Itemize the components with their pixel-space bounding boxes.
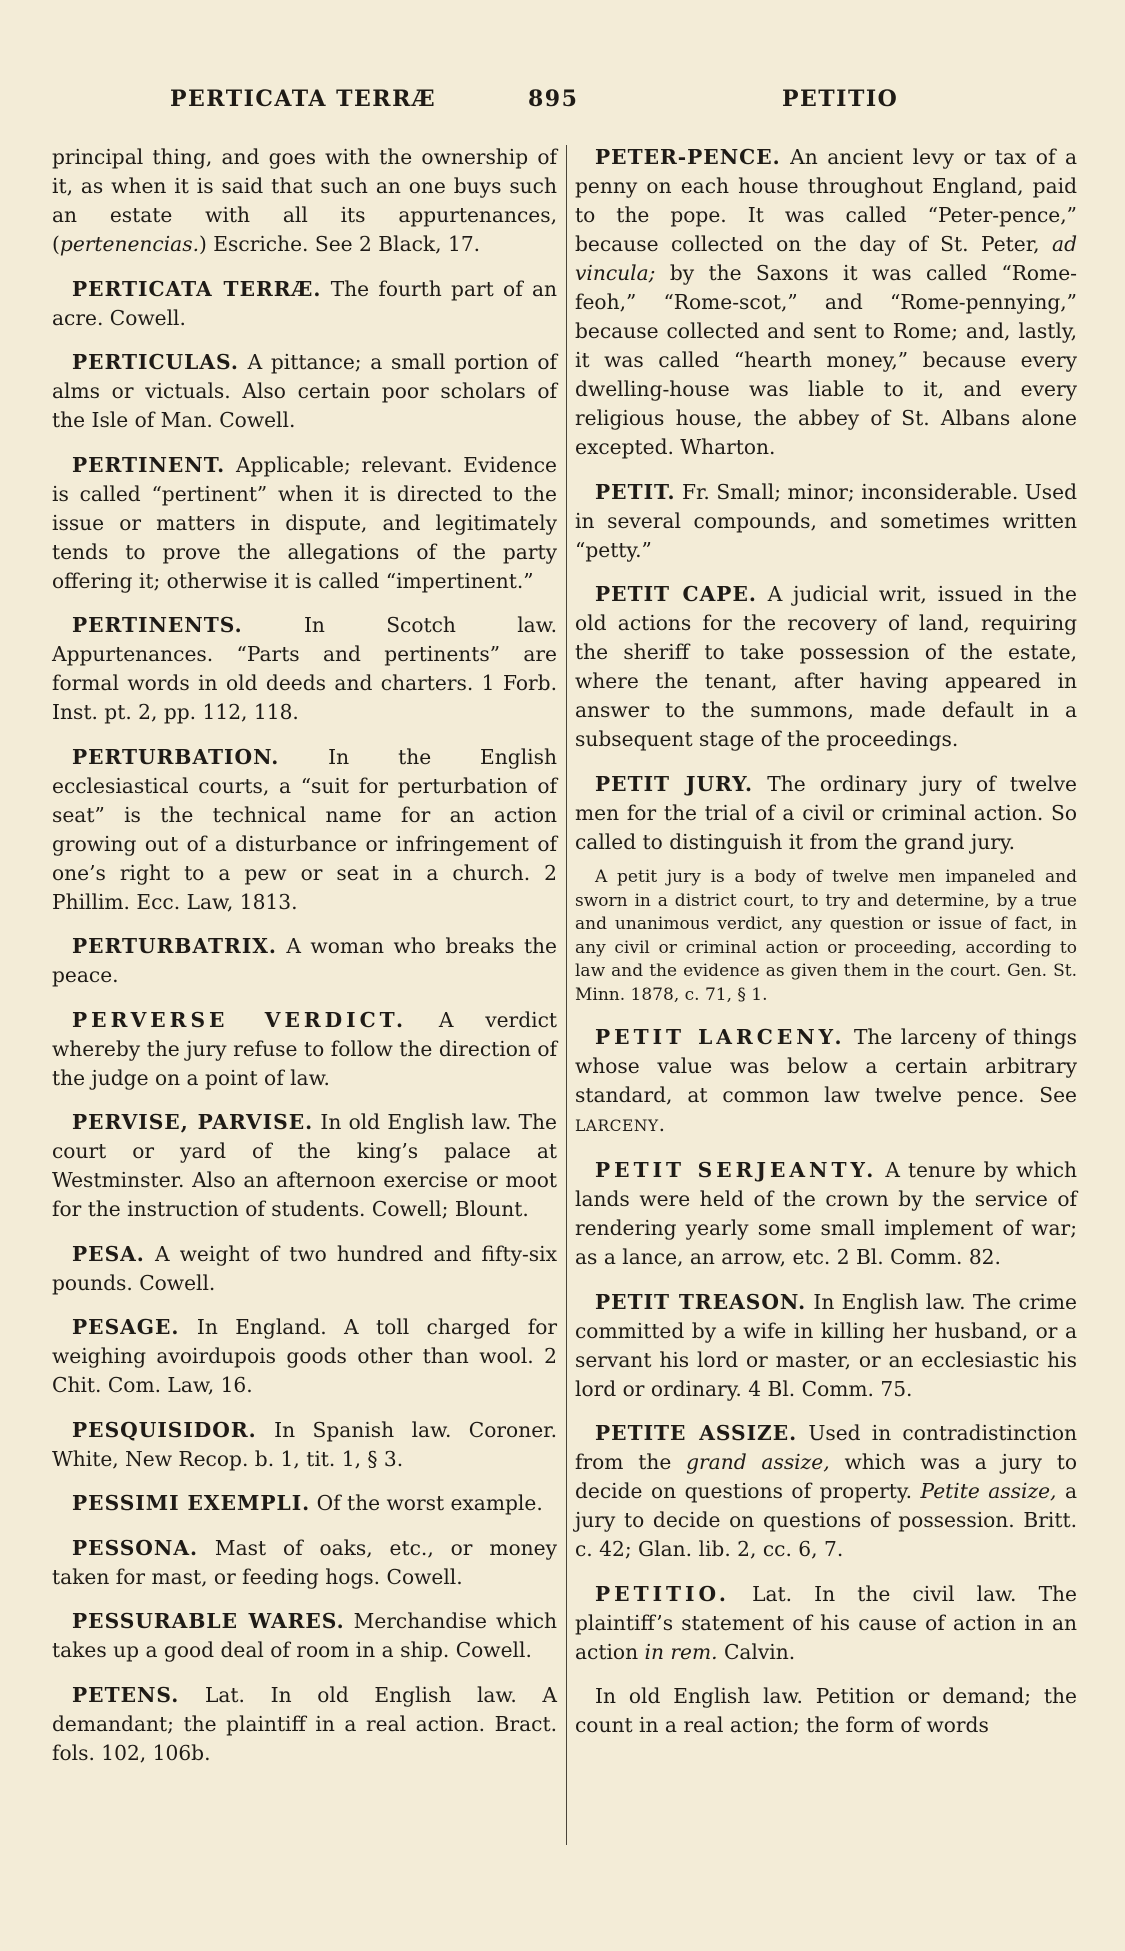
entry-petit-cape: PETIT CAPE. A judicial writ, issued in the old actions for the recovery of land, requiring the sheriff to take possession of the estate, where the tenant, after having appeared in answer to the summons, made default in a subsequent stage of the proceedings. bbox=[575, 582, 1077, 751]
entry-pertinent: PERTINENT. Applicable; relevant. Evidence is called “pertinent” when it is directed to the issue or matters in dispute, and legitimately tends to prove the allegations of the party offering it; otherwise it is called “impertinent.” bbox=[52, 452, 557, 593]
headword: PETIT SERJEANTY. bbox=[595, 1158, 878, 1182]
entry-pesage: PESAGE. In England. A toll charged for weighing avoirdupois goods other than wool. 2 Chit. Com. Law, 16. bbox=[52, 1315, 557, 1397]
headword: PETIT JURY. bbox=[595, 771, 754, 796]
headword: PERTICULAS. bbox=[72, 350, 239, 374]
headword: PERTINENTS. bbox=[72, 613, 243, 637]
headword: PESSURABLE WARES. bbox=[72, 1609, 345, 1633]
column-divider bbox=[566, 145, 567, 1845]
right-column bbox=[575, 143, 1077, 1756]
headword: PESAGE. bbox=[72, 1315, 180, 1339]
cross-reference-larceny: LARCENY bbox=[575, 1116, 659, 1135]
headword: PESSIMI EXEMPLI. bbox=[72, 1491, 311, 1515]
header-right-guideword: PETITIO bbox=[782, 86, 899, 112]
headword: PETIT. bbox=[595, 479, 676, 504]
entry-pervise: PERVISE, PARVISE. In old English law. The court or yard of the king’s palace at Westminster. Also an afternoon exercise or moot for the instruction of students. Cowell; Blount. bbox=[52, 1110, 557, 1221]
entry-peter-pence: PETER-PENCE. An ancient levy or tax of a penny on each house throughout England, paid to the pope. It was called “Peter-pence,” because collected on the day of St. Peter, ad vincula; by the Saxons it was called “Rome-feoh,” “Rome-scot,” and “Rome-pennying,” because collected and sent to Rome; and, lastly, it was called “hearth money,” because every dwelling-house was liable to it, and every religious house, the abbey of St. Albans alone excepted. Wharton. bbox=[575, 145, 1077, 459]
entry-petit-treason: PETIT TREASON. In English law. The crime committed by a wife in killing her husband, or a servant his lord or master, or an ecclesiastic his lord or ordinary. 4 Bl. Comm. 75. bbox=[575, 1289, 1077, 1401]
headword: PETIT CAPE. bbox=[595, 582, 757, 606]
headword: PERTURBATRIX. bbox=[72, 934, 277, 958]
headword: PETIT LARCENY. bbox=[595, 1024, 846, 1049]
entry-perverse-verdict: PERVERSE VERDICT. A verdict whereby the jury refuse to follow the direction of the judge on a point of law. bbox=[52, 1007, 557, 1090]
running-header bbox=[0, 86, 1125, 120]
entry-pessimi-exempli: PESSIMI EXEMPLI. Of the worst example. bbox=[72, 1491, 543, 1515]
entry-petite-assize: PETITE ASSIZE. Used in contradistinction from the grand assize, which was a jury to decide on questions of property. Petite assize, a jury to decide on questions of possession. Britt. c. 42; Glan. lib. 2, cc. 6, 7. bbox=[575, 1421, 1078, 1561]
entry-pessurable-wares: PESSURABLE WARES. Merchandise which takes up a good deal of room in a ship. Cowell. bbox=[52, 1609, 557, 1662]
entry-petit-larceny: PETIT LARCENY. The larceny of things whose value was below a certain arbitrary standard, at common law twelve pence. See LARCENY. bbox=[575, 1024, 1077, 1136]
entry-pertinents: PERTINENTS. In Scotch law. Appurtenances. “Parts and pertinents” are formal words in old deeds and charters. 1 Forb. Inst. pt. 2, pp. 112, 118. bbox=[52, 613, 557, 724]
headword: PESSONA. bbox=[72, 1535, 199, 1560]
headword: PETITIO. bbox=[595, 1581, 730, 1606]
headword: PETIT TREASON. bbox=[595, 1289, 807, 1314]
headword: PESQUISIDOR. bbox=[72, 1417, 257, 1442]
left-column bbox=[52, 143, 557, 1783]
header-left-guideword: PERTICATA TERRÆ bbox=[170, 86, 437, 112]
headword: PERTURBATION. bbox=[72, 744, 280, 769]
entry-petens: PETENS. Lat. In old English law. A demandant; the plaintiff in a real action. Bract. fols. 102, 106b. bbox=[52, 1682, 557, 1765]
headword: PESA. bbox=[72, 1241, 145, 1266]
entry-petit-jury: PETIT JURY. The ordinary jury of twelve men for the trial of a civil or criminal action. So called to distinguish it from the grand jury. bbox=[575, 771, 1077, 854]
headword: PERVISE, PARVISE. bbox=[72, 1110, 314, 1134]
entry-perturbatrix: PERTURBATRIX. A woman who breaks the peace. bbox=[52, 934, 557, 987]
entry-pesquisidor: PESQUISIDOR. In Spanish law. Coroner. White, New Recop. b. 1, tit. 1, § 3. bbox=[52, 1417, 557, 1471]
headword: PETER-PENCE. bbox=[595, 145, 781, 169]
page-number: 895 bbox=[528, 86, 579, 112]
entry-petit-serjeanty: PETIT SERJEANTY. A tenure by which lands were held of the crown by the service of rendering yearly some small implement of war; as a lance, an arrow, etc. 2 Bl. Comm. 82. bbox=[575, 1158, 1077, 1269]
entry-perturbation: PERTURBATION. In the English ecclesiastical courts, a “suit for perturbation of seat” is the technical name for an action growing out of a disturbance or infringement of one’s right to a pew or seat in a church. 2 Phillim. Ecc. Law, 1813. bbox=[52, 744, 557, 914]
entry-petit: PETIT. Fr. Small; minor; inconsiderable. Used in several compounds, and sometimes written “petty.” bbox=[575, 479, 1077, 562]
headword: PERTICATA TERRÆ. bbox=[72, 276, 322, 301]
headword: PERTINENT. bbox=[72, 452, 226, 477]
entry-pessona: PESSONA. Mast of oaks, etc., or money taken for mast, or feeding hogs. Cowell. bbox=[52, 1535, 557, 1589]
headword: PERVERSE VERDICT. bbox=[72, 1007, 408, 1032]
entry-petitio-continued: In old English law. Petition or demand; the count in a real action; the form of words bbox=[575, 1684, 1077, 1737]
entry-perticata-terrae: PERTICATA TERRÆ. The fourth part of an acre. Cowell. bbox=[52, 276, 557, 330]
entry-petitio: PETITIO. Lat. In the civil law. The plaintiff’s statement of his cause of action in an action in rem. Calvin. bbox=[575, 1581, 1077, 1664]
headword: PETENS. bbox=[72, 1682, 180, 1707]
petit-jury-note: A petit jury is a body of twelve men impaneled and sworn in a district court, to try and determine, by a true and unanimous verdict, any question or issue of fact, in any civil or criminal action or proceeding, according to law and the evidence as given them in the court. Gen. St. Minn. 1878, c. 71, § 1. bbox=[575, 867, 1077, 1005]
headword: PETITE ASSIZE. bbox=[595, 1421, 798, 1445]
entry-continuation: principal thing, and goes with the ownership of it, as when it is said that such an one buys such an estate with all its appurtenances, (pertenencias.) Escriche. See 2 Black, 17. bbox=[52, 145, 557, 256]
entry-perticulas: PERTICULAS. A pittance; a small portion of alms or victuals. Also certain poor scholars of the Isle of Man. Cowell. bbox=[52, 350, 557, 432]
entry-pesa: PESA. A weight of two hundred and fifty-six pounds. Cowell. bbox=[52, 1241, 557, 1295]
